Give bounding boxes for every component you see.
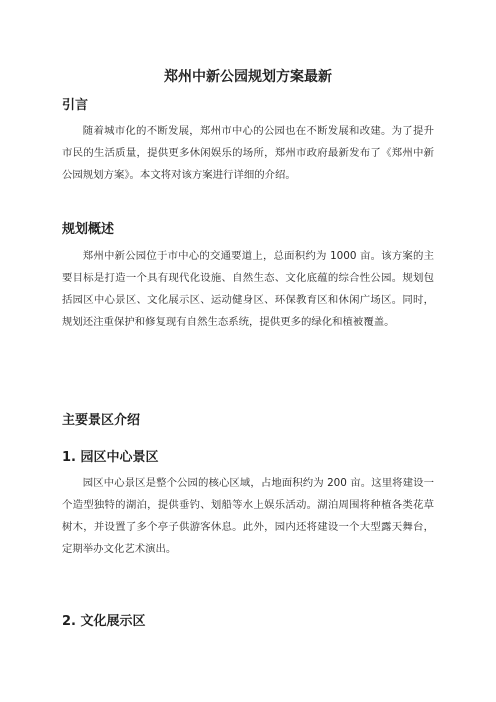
- area1-paragraph: 园区中心景区是整个公园的核心区域，占地面积约为 200 亩。这里将建设一个造型独特的湖泊，提供垂钓、划船等水上娱乐活动。湖泊周围将种植各类花草树木，并设置了多个亭子供游客休息。此外，园内还将建设一个大型露天舞台，定期举办文化艺术演出。: [62, 477, 434, 555]
- subsection-heading-area2: 2. 文化展示区: [62, 614, 146, 629]
- section-heading-intro: 引言: [62, 98, 89, 113]
- overview-paragraph: 郑州中新公园位于市中心的交通要道上，总面积约为 1000 亩。该方案的主要目标是打造一个具有现代化设施、自然生态、文化底蕴的综合性公园。规划包括园区中心景区、文化展示区、运动健身区、环保教育区和休闲广场区。同时，规划还注重保护和修复现有自然生态系统，提供更多的绿化和植被覆盖。: [62, 250, 434, 328]
- subsection-heading-area1: 1. 园区中心景区: [62, 450, 159, 465]
- section-heading-main-areas: 主要景区介绍: [62, 413, 141, 428]
- document-title: 郑州中新公园规划方案最新: [164, 69, 332, 85]
- section-heading-overview: 规划概述: [62, 222, 115, 237]
- intro-paragraph: 随着城市化的不断发展，郑州市中心的公园也在不断发展和改建。为了提升市民的生活质量，提供更多休闲娱乐的场所，郑州市政府最新发布了《郑州中新公园规划方案》。本文将对该方案进行详细的介绍。: [62, 125, 434, 181]
